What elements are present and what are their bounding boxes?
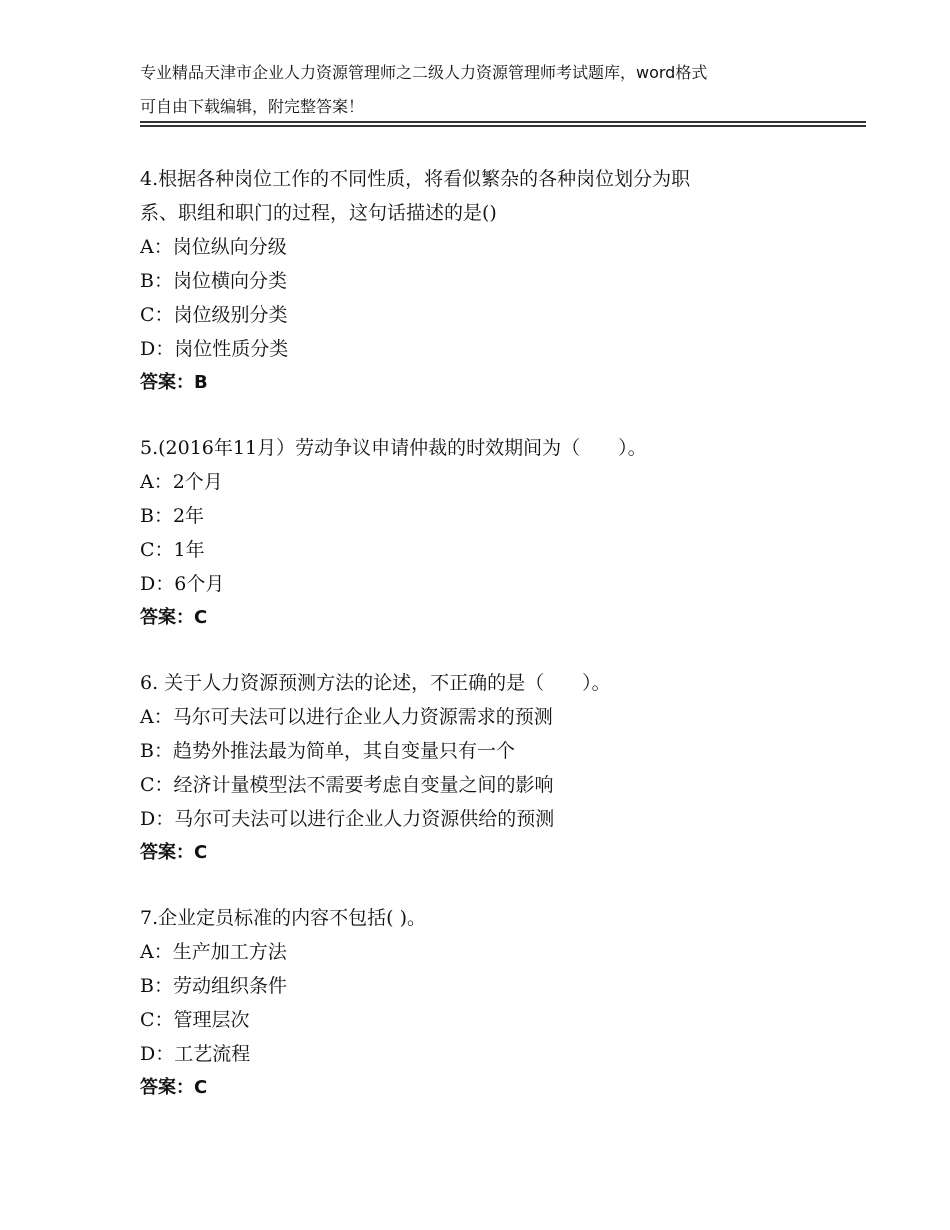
option-b: B：趋势外推法最为简单，其自变量只有一个 xyxy=(140,740,515,762)
option-b: B：劳动组织条件 xyxy=(140,975,287,997)
question-6 xyxy=(140,666,840,870)
header-divider-bottom xyxy=(140,125,866,127)
option-d: D：工艺流程 xyxy=(140,1043,251,1065)
option-b: B：2年 xyxy=(140,505,205,527)
question-list xyxy=(140,162,840,1136)
option-a: A：岗位纵向分级 xyxy=(140,236,287,258)
header-line-2: 可自由下载编辑，附完整答案！ xyxy=(140,97,365,116)
header-divider-top xyxy=(140,121,866,123)
answer-label: 答案：B xyxy=(140,372,208,393)
question-7 xyxy=(140,901,840,1105)
question-5 xyxy=(140,431,840,635)
question-stem: 5.(2016年11月）劳动争议申请仲裁的时效期间为（ ）。 xyxy=(140,437,647,459)
question-4 xyxy=(140,162,840,400)
option-c: C：经济计量模型法不需要考虑自变量之间的影响 xyxy=(140,774,554,796)
option-d: D：6个月 xyxy=(140,573,225,595)
option-b: B：岗位横向分类 xyxy=(140,270,287,292)
question-stem: 6. 关于人力资源预测方法的论述，不正确的是（ ）。 xyxy=(140,672,611,694)
option-d: D：马尔可夫法可以进行企业人力资源供给的预测 xyxy=(140,808,555,830)
option-c: C：岗位级别分类 xyxy=(140,304,288,326)
answer-label: 答案：C xyxy=(140,842,208,863)
answer-label: 答案：C xyxy=(140,607,208,628)
document-header xyxy=(140,56,820,124)
answer-label: 答案：C xyxy=(140,1077,208,1098)
option-a: A：生产加工方法 xyxy=(140,941,287,963)
option-d: D：岗位性质分类 xyxy=(140,338,289,360)
option-a: A：2个月 xyxy=(140,471,223,493)
question-stem: 4.根据各种岗位工作的不同性质，将看似繁杂的各种岗位划分为职 xyxy=(140,168,691,190)
option-c: C：管理层次 xyxy=(140,1009,250,1031)
header-line-1: 专业精品天津市企业人力资源管理师之二级人力资源管理师考试题库，word格式 xyxy=(140,63,708,82)
question-stem: 7.企业定员标准的内容不包括( )。 xyxy=(140,907,426,929)
question-stem: 系、职组和职门的过程，这句话描述的是() xyxy=(140,202,497,224)
option-a: A：马尔可夫法可以进行企业人力资源需求的预测 xyxy=(140,706,553,728)
option-c: C：1年 xyxy=(140,539,205,561)
